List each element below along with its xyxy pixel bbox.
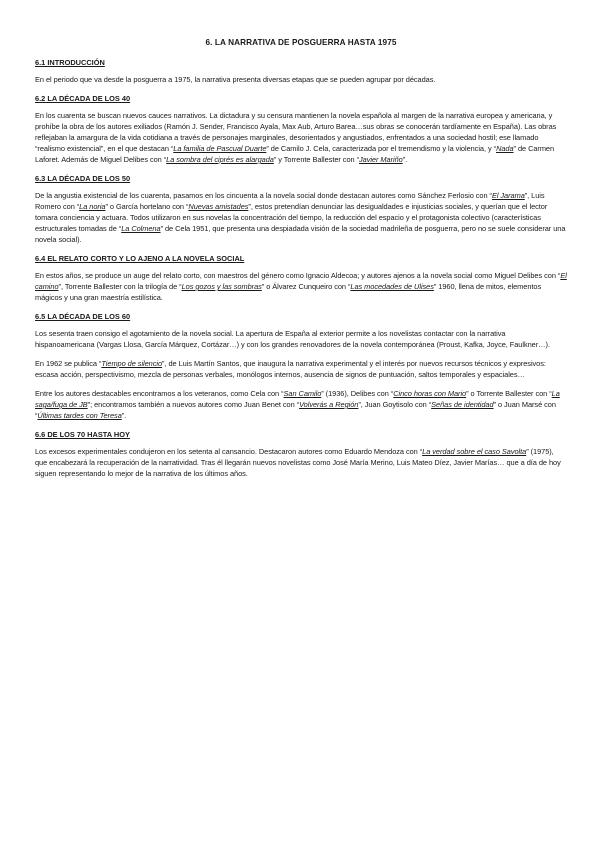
work-title: La sombra del ciprés es alargada [166,155,274,164]
paragraph-text: ”, Luis Romero con “ [35,191,545,211]
section-paragraph [35,388,567,421]
paragraph-text: ” o Torrente Ballester con “ [466,389,552,398]
paragraph-text: En los cuarenta se buscan nuevos cauces narrativos. La dictadura y su censura mantienen la novela española al margen de la narrativa europea y americana, y prohíbe la obra de los autores exiliados (Ramón J. Sender, Francisco Ayala, Max Aub, Arturo Barea…sus obras se conocerán tardíamente en España). Las obras reflejaban la amargura de la vida cotidiana a través de personajes marginales, desorientados y angustiados, enfrentados a una sociedad hostil; ese llamado “realismo existencial”, en el que destacan “ [35,111,557,153]
section-heading: 6.4 EL RELATO CORTO Y LO AJENO A LA NOVELA SOCIAL [35,254,245,263]
work-title: Volverás a Región [299,400,359,409]
paragraph-text: ” 1960, llena de mitos, elementos mágicos y una gran maestría estilística. [35,282,542,302]
section-heading: 6.2 LA DÉCADA DE LOS 40 [35,94,131,103]
paragraph-text: De la angustia existencial de los cuarenta, pasamos en los cincuenta a la novela social donde destacan autores como Sánchez Ferlosio con “ [35,191,492,200]
paragraph-text: ” (1975), que encabezará la recuperación de la narratividad. Tras él llegarán nuevos novelistas como José María Merino, Luis Mateo Díez, Javier Marías… que a día de hoy siguen representando lo mejor de la narrativa de los últimos años. [35,447,561,478]
paragraph-text: ” de Cela 1951, que presenta una despiadada visión de la sociedad madrileña de posguerra, pero no se suele considerar una novela social). [35,224,566,244]
work-title: Cinco horas con Mario [393,389,467,398]
work-title: Javier Mariño [358,155,403,164]
work-title: Tiempo de silencio [101,359,163,368]
paragraph-text: ”, estos pretendían denunciar las desigualdades e injusticias sociales, y querían que el lector tomara conciencia y actuara. Todos utilizaron en sus novelas la concentración del tiempo, la reducción del espacio y el protagonista colectivo (características estructurales tomadas de “ [35,202,548,233]
work-title: La verdad sobre el caso Savolta [422,447,527,456]
work-title: La saga/fuga de JB [35,389,560,409]
work-title: El Jarama [491,191,525,200]
work-title: La Colmena [121,224,161,233]
paragraph-text: En el periodo que va desde la posguerra a 1975, la narrativa presenta diversas etapas que se pueden agrupar por décadas. [35,75,436,84]
section-paragraph [35,358,567,380]
section-paragraph [35,110,567,165]
paragraph-text: Los excesos experimentales condujeron en los setenta al cansancio. Destacaron autores como Eduardo Mendoza con “ [35,447,423,456]
paragraph-text: ”. [121,411,127,420]
work-title: La noria [79,202,106,211]
paragraph-text: ” o Juan Marsé con “ [35,400,556,420]
section-heading: 6.6 DE LOS 70 HASTA HOY [35,430,130,439]
work-title: La familia de Pascual Duarte [173,144,267,153]
work-title: Nada [496,144,514,153]
paragraph-text: ”. [402,155,408,164]
paragraph-text: Entre los autores destacables encontramos a los veteranos, como Cela con “ [35,389,284,398]
paragraph-text: ”, Juan Goytisolo con “ [358,400,432,409]
paragraph-text: ” y Torrente Ballester con “ [273,155,359,164]
paragraph-text: En 1962 se publica “ [35,359,102,368]
document-title: 6. LA NARRATIVA DE POSGUERRA HASTA 1975 [205,38,397,47]
paragraph-text: ” o García hortelano con “ [105,202,189,211]
paragraph-text: ”; encontramos también a nuevos autores como Juan Benet con “ [87,400,300,409]
work-title: Nuevas amistades [188,202,249,211]
section-paragraph [35,74,567,85]
section-paragraph [35,190,567,245]
work-title: San Camilo [283,389,322,398]
section-paragraph [35,446,567,479]
work-title: El camino [35,271,567,291]
document-page [35,38,567,487]
work-title: Últimas tardes con Teresa [37,411,122,420]
paragraph-text: ” (1936), Delibes con “ [321,389,394,398]
paragraph-text: ”, Torrente Ballester con la trilogía de “ [58,282,182,291]
paragraph-text: ” de Camilo J. Cela, caracterizada por el tremendismo y la violencia, y “ [266,144,497,153]
section-heading: 6.1 INTRODUCCIÓN [35,58,105,67]
work-title: Señas de identidad [431,400,494,409]
paragraph-text: ” o Álvarez Cunqueiro con “ [261,282,351,291]
paragraph-text: Los sesenta traen consigo el agotamiento de la novela social. La apertura de España al exterior permite a los novelistas contactar con la narrativa hispanoamericana (Vargas Llosa, García Márquez, Cortázar…) y con los grandes renovadores de la novela contemporánea (Proust, Kafka, Joyce, Faulkner…). [35,329,550,349]
paragraph-text: ” de Carmen Laforet. Además de Miguel Delibes con “ [35,144,555,164]
section-paragraph [35,328,567,350]
section-heading: 6.5 LA DÉCADA DE LOS 60 [35,312,131,321]
section-paragraph [35,270,567,303]
document-body [35,57,567,479]
work-title: Los gozos y las sombras [181,282,262,291]
paragraph-text: ”, de Luis Martín Santos, que inaugura la narrativa experimental y el interés por nuevos recursos técnicos y expresivos: escasa acción, perspectivismo, mezcla de personas verbales, monólogos internos, ausencia de signos de puntuación, saltos temporales y espaciales… [35,359,546,379]
section-heading: 6.3 LA DÉCADA DE LOS 50 [35,174,131,183]
paragraph-text: En estos años, se produce un auge del relato corto, con maestros del género como Ignacio Aldecoa; y autores ajenos a la novela social como Miguel Delibes con “ [35,271,561,280]
work-title: Las mocedades de Ulises [350,282,434,291]
